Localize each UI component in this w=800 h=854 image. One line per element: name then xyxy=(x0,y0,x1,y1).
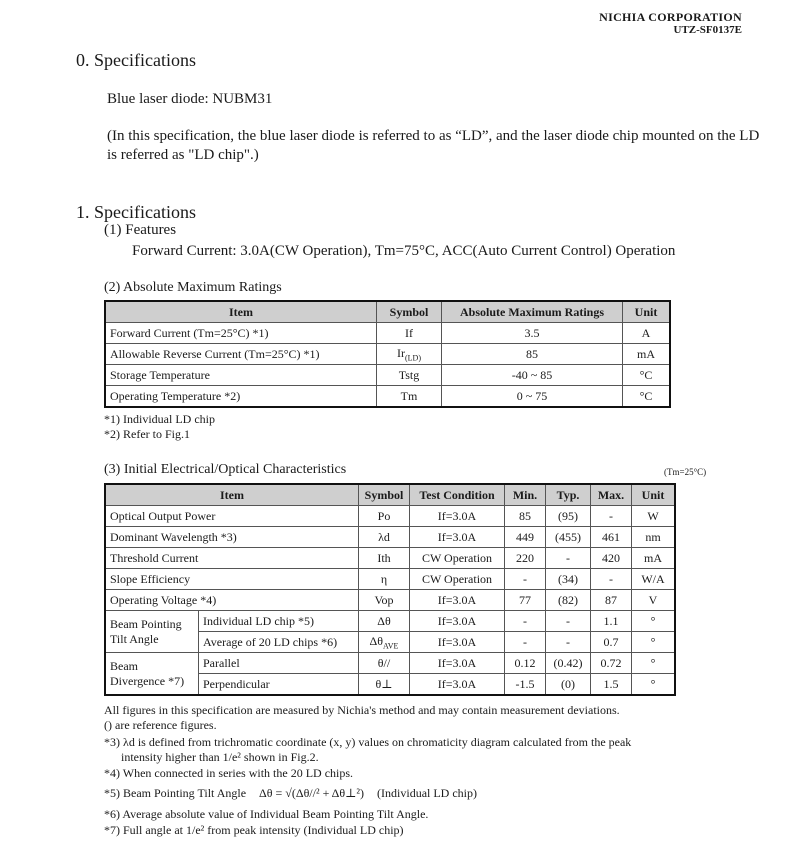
initial-chars-title: (3) Initial Electrical/Optical Characteristics xyxy=(104,462,347,477)
row-unit: mA xyxy=(623,344,671,365)
header-max: Max. xyxy=(591,484,632,506)
footnote-6: *6) Average absolute value of Individual Beam Pointing Tilt Angle. xyxy=(104,807,429,821)
features-text: Forward Current: 3.0A(CW Operation), Tm=75°C, ACC(Auto Current Control) Operation xyxy=(132,243,676,259)
symbol-main: Δθ xyxy=(369,633,384,648)
row-max: 0.72 xyxy=(591,653,632,674)
row-max: 1.5 xyxy=(591,674,632,696)
row-test: If=3.0A xyxy=(410,590,505,611)
row-symbol: η xyxy=(359,569,410,590)
header-symbol: Symbol xyxy=(377,301,442,323)
table-row xyxy=(105,506,675,527)
footnote-reference: () are reference figures. xyxy=(104,718,217,732)
row-typ: (34) xyxy=(546,569,591,590)
row-typ: (95) xyxy=(546,506,591,527)
row-typ: (0) xyxy=(546,674,591,696)
row-unit: A xyxy=(623,323,671,344)
test-condition-note: (Tm=25°C) xyxy=(664,467,707,477)
row-unit: W xyxy=(632,506,676,527)
row-symbol: λd xyxy=(359,527,410,548)
footnote-general: All figures in this specification are measured by Nichia's method and may contain measurement deviations. xyxy=(104,703,620,717)
section-0-title: 0. Specifications xyxy=(76,50,196,70)
absolute-maximum-ratings-table xyxy=(104,300,671,408)
row-symbol: Tm xyxy=(377,386,442,408)
document-number: UTZ-SF0137E xyxy=(673,24,742,36)
row-max: 0.7 xyxy=(591,632,632,653)
row-test: CW Operation xyxy=(410,548,505,569)
row-min: 77 xyxy=(505,590,546,611)
footnote-3-line2: intensity higher than 1/e² shown in Fig.2. xyxy=(121,750,319,764)
table-row xyxy=(105,344,670,365)
row-test: If=3.0A xyxy=(410,632,505,653)
header-item: Item xyxy=(105,301,377,323)
footnote-5-label: *5) Beam Pointing Tilt Angle xyxy=(104,786,247,800)
header-unit: Unit xyxy=(632,484,676,506)
row-max: 1.1 xyxy=(591,611,632,632)
initial-characteristics-table xyxy=(104,483,676,696)
row-typ: (0.42) xyxy=(546,653,591,674)
header-item: Item xyxy=(105,484,359,506)
row-item: Parallel xyxy=(199,653,359,674)
header-symbol: Symbol xyxy=(359,484,410,506)
row-test: CW Operation xyxy=(410,569,505,590)
row-symbol: If xyxy=(377,323,442,344)
table-row xyxy=(105,569,675,590)
row-min: 220 xyxy=(505,548,546,569)
footnote-5-note: (Individual LD chip) xyxy=(377,786,478,800)
table-header-row xyxy=(105,484,675,506)
row-unit: ° xyxy=(632,611,676,632)
section-1-title: 1. Specifications xyxy=(76,202,196,222)
header-test-condition: Test Condition xyxy=(410,484,505,506)
row-symbol: Po xyxy=(359,506,410,527)
row-unit: ° xyxy=(632,653,676,674)
footnote-3-line1: *3) λd is defined from trichromatic coordinate (x, y) values on chromaticity diagram calculated from the peak xyxy=(104,735,632,749)
terminology-note: (In this specification, the blue laser diode is referred to as “LD”, and the laser diode chip mounted on the LD is referred as "LD chip".) xyxy=(107,128,760,163)
row-value: 3.5 xyxy=(442,323,623,344)
header-ratings: Absolute Maximum Ratings xyxy=(442,301,623,323)
table-row xyxy=(105,365,670,386)
row-min: - xyxy=(505,611,546,632)
row-test: If=3.0A xyxy=(410,653,505,674)
row-typ: (455) xyxy=(546,527,591,548)
tilt-angle-formula: Δθ = √(Δθ//² + Δθ⊥²) xyxy=(259,786,365,800)
row-typ: - xyxy=(546,611,591,632)
product-name: Blue laser diode: NUBM31 xyxy=(107,91,273,107)
row-unit: nm xyxy=(632,527,676,548)
header-typ: Typ. xyxy=(546,484,591,506)
table-row xyxy=(105,611,675,632)
row-item: Operating Voltage *4) xyxy=(105,590,359,611)
group-label-beam-pointing: Beam Pointing Tilt Angle xyxy=(105,611,199,653)
row-unit: °C xyxy=(623,365,671,386)
row-item: Individual LD chip *5) xyxy=(199,611,359,632)
company-name: NICHIA CORPORATION xyxy=(599,10,742,24)
row-unit: mA xyxy=(632,548,676,569)
row-min: 449 xyxy=(505,527,546,548)
row-test: If=3.0A xyxy=(410,506,505,527)
footnote-7: *7) Full angle at 1/e² from peak intensity (Individual LD chip) xyxy=(104,823,404,837)
row-symbol: Tstg xyxy=(377,365,442,386)
row-unit: ° xyxy=(632,674,676,696)
row-unit: ° xyxy=(632,632,676,653)
group-label-beam-divergence: Beam Divergence *7) xyxy=(105,653,199,696)
row-max: 87 xyxy=(591,590,632,611)
row-test: If=3.0A xyxy=(410,527,505,548)
row-item: Forward Current (Tm=25°C) *1) xyxy=(105,323,377,344)
row-item: Slope Efficiency xyxy=(105,569,359,590)
row-item: Allowable Reverse Current (Tm=25°C) *1) xyxy=(105,344,377,365)
row-symbol: Vop xyxy=(359,590,410,611)
row-symbol: Ith xyxy=(359,548,410,569)
row-item: Average of 20 LD chips *6) xyxy=(199,632,359,653)
table-row xyxy=(105,527,675,548)
features-title: (1) Features xyxy=(104,222,177,238)
row-min: 85 xyxy=(505,506,546,527)
row-unit: V xyxy=(632,590,676,611)
row-item: Threshold Current xyxy=(105,548,359,569)
abs-max-title: (2) Absolute Maximum Ratings xyxy=(104,280,282,295)
row-symbol: θ// xyxy=(359,653,410,674)
row-min: 0.12 xyxy=(505,653,546,674)
footnote-4: *4) When connected in series with the 20 LD chips. xyxy=(104,766,354,780)
row-typ: (82) xyxy=(546,590,591,611)
symbol-subscript: AVE xyxy=(383,641,399,651)
row-value: 0 ~ 75 xyxy=(442,386,623,408)
row-typ: - xyxy=(546,548,591,569)
row-item: Perpendicular xyxy=(199,674,359,696)
row-item: Optical Output Power xyxy=(105,506,359,527)
row-max: 461 xyxy=(591,527,632,548)
row-max: - xyxy=(591,506,632,527)
table-row xyxy=(105,386,670,408)
table-row xyxy=(105,653,675,674)
row-typ: - xyxy=(546,632,591,653)
row-min: - xyxy=(505,569,546,590)
row-item: Dominant Wavelength *3) xyxy=(105,527,359,548)
row-symbol: θ⊥ xyxy=(359,674,410,696)
header-unit: Unit xyxy=(623,301,671,323)
row-symbol xyxy=(377,344,442,365)
row-unit: °C xyxy=(623,386,671,408)
row-value: -40 ~ 85 xyxy=(442,365,623,386)
symbol-main: Ir xyxy=(397,345,405,360)
table-header-row xyxy=(105,301,670,323)
row-max: - xyxy=(591,569,632,590)
row-item: Operating Temperature *2) xyxy=(105,386,377,408)
footnote-2: *2) Refer to Fig.1 xyxy=(104,427,190,441)
row-test: If=3.0A xyxy=(410,674,505,696)
footnote-5 xyxy=(104,786,477,800)
footnote-1: *1) Individual LD chip xyxy=(104,412,215,426)
row-symbol xyxy=(359,632,410,653)
table-row xyxy=(105,548,675,569)
row-min: - xyxy=(505,632,546,653)
row-value: 85 xyxy=(442,344,623,365)
row-max: 420 xyxy=(591,548,632,569)
table-row xyxy=(105,323,670,344)
symbol-subscript: (LD) xyxy=(405,353,421,363)
row-symbol: Δθ xyxy=(359,611,410,632)
row-unit: W/A xyxy=(632,569,676,590)
row-test: If=3.0A xyxy=(410,611,505,632)
row-item: Storage Temperature xyxy=(105,365,377,386)
table-row xyxy=(105,590,675,611)
row-min: -1.5 xyxy=(505,674,546,696)
header-min: Min. xyxy=(505,484,546,506)
